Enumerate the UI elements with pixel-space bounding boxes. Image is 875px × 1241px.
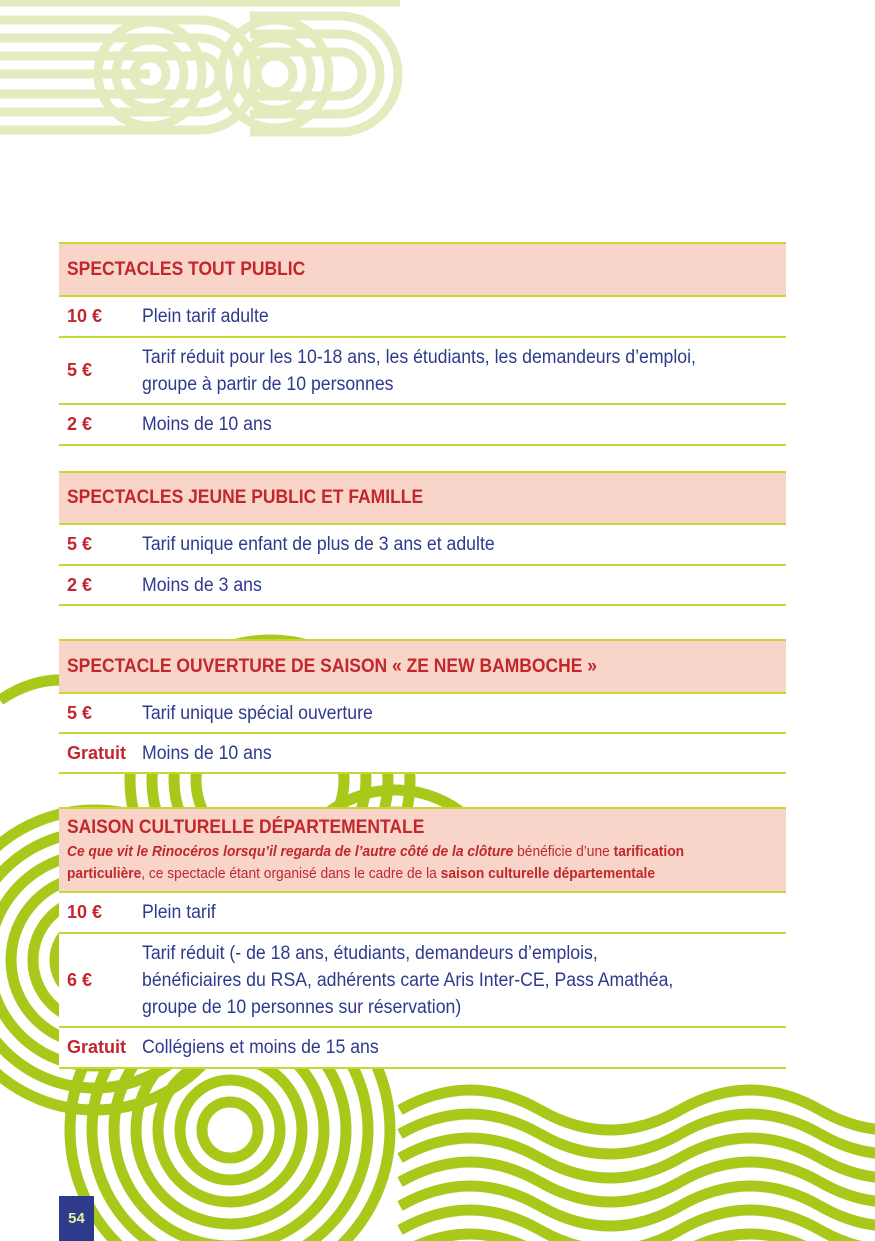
- price-row: [59, 1028, 786, 1069]
- price-row: [59, 566, 786, 606]
- description-line: bénéficiaires du RSA, adhérents carte Aris Inter-CE, Pass Amathéa,: [142, 969, 674, 991]
- section-tout-public: [59, 242, 786, 446]
- note-bold: saison culturelle départementale: [440, 866, 656, 882]
- price: Gratuit: [67, 742, 127, 763]
- price-description: Moins de 3 ans: [142, 574, 262, 596]
- section-jeune-public: [59, 471, 786, 606]
- section-header: [59, 242, 786, 297]
- price: 10 €: [67, 902, 103, 922]
- section-title: SAISON CULTURELLE DÉPARTEMENTALE: [67, 817, 425, 838]
- note-text: , ce spectacle étant organisé dans le cadre de la: [141, 866, 441, 882]
- price-description: Collégiens et moins de 15 ans: [142, 1037, 379, 1058]
- section-title: SPECTACLE OUVERTURE DE SAISON « ZE NEW BAMBOCHE »: [67, 655, 597, 677]
- show-title: Ce que vit le Rinocéros lorsqu’il regarda de l’autre côté de la clôture: [67, 844, 514, 860]
- section-header: [59, 471, 786, 525]
- price: 6 €: [67, 969, 93, 990]
- price-description: Moins de 10 ans: [142, 414, 272, 435]
- price-description: Moins de 10 ans: [142, 742, 272, 764]
- section-title: SPECTACLES JEUNE PUBLIC ET FAMILLE: [67, 487, 424, 508]
- section-title: SPECTACLES TOUT PUBLIC: [67, 258, 306, 280]
- price-row: [59, 934, 786, 1028]
- section-ouverture-saison: [59, 639, 786, 774]
- price-description: Tarif unique spécial ouverture: [142, 702, 373, 724]
- description-line: Tarif réduit pour les 10-18 ans, les étudiants, les demandeurs d’emploi,: [142, 346, 696, 368]
- section-header: [59, 639, 786, 694]
- note-bold: tarification: [613, 844, 685, 860]
- description-line: groupe de 10 personnes sur réservation): [142, 996, 462, 1018]
- price-row: [59, 893, 786, 934]
- price: 5 €: [67, 360, 93, 380]
- price: 5 €: [67, 702, 93, 723]
- section-header: [59, 807, 786, 893]
- price: 5 €: [67, 534, 93, 554]
- section-note: [67, 841, 742, 885]
- price: Gratuit: [67, 1037, 127, 1057]
- section-saison-departementale: [59, 807, 786, 1069]
- price: 2 €: [67, 414, 93, 434]
- price-row: [59, 525, 786, 566]
- description-line: Tarif réduit (- de 18 ans, étudiants, demandeurs d’emplois,: [142, 942, 598, 964]
- price-description: Tarif unique enfant de plus de 3 ans et adulte: [142, 534, 495, 555]
- note-text: bénéficie d’une: [513, 844, 614, 860]
- price: 2 €: [67, 574, 93, 595]
- note-bold: particulière: [67, 866, 142, 882]
- price-row: [59, 297, 786, 338]
- description-line: groupe à partir de 10 personnes: [142, 373, 394, 395]
- price-row: [59, 338, 786, 405]
- price-description: [142, 940, 673, 1021]
- price-row: [59, 694, 786, 734]
- price-description: Plein tarif: [142, 902, 216, 923]
- price-row: [59, 734, 786, 774]
- page-number: 54: [59, 1196, 94, 1241]
- price-description: Plein tarif adulte: [142, 306, 269, 327]
- top-swirl-pattern: [0, 2, 400, 132]
- price-row: [59, 405, 786, 446]
- price-description: [142, 344, 696, 398]
- price: 10 €: [67, 306, 103, 326]
